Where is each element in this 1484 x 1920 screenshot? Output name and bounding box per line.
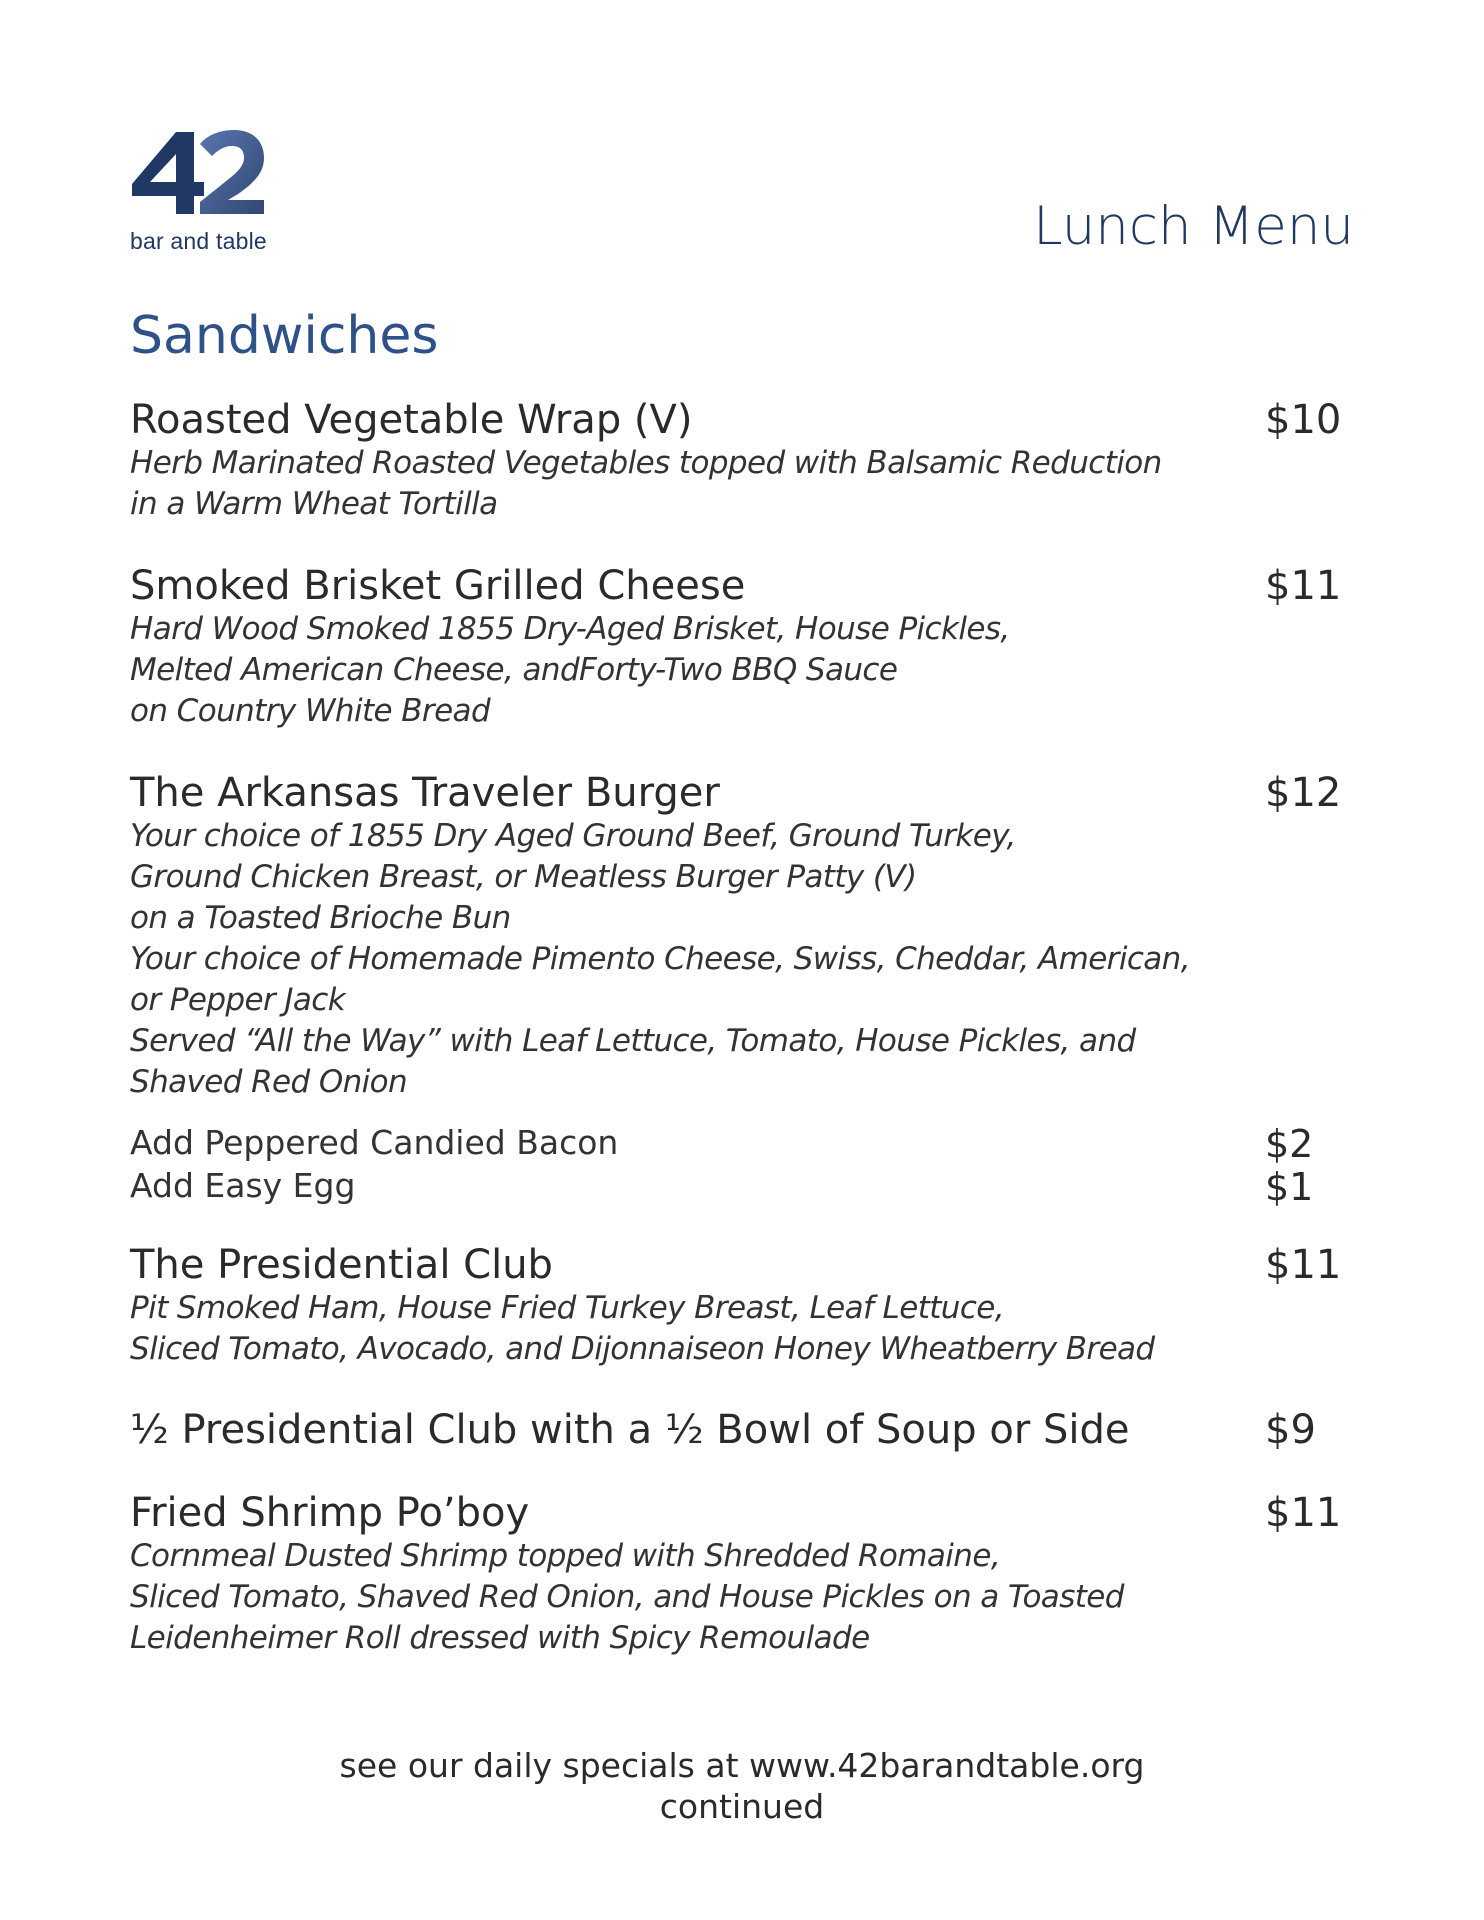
menu-item-name: Roasted Vegetable Wrap (V) <box>130 397 693 443</box>
footer-specials-link-text: see our daily specials at www.42barandtable.org <box>339 1746 1145 1785</box>
menu-item-name: ½ Presidential Club with a ½ Bowl of Soup or Side <box>130 1407 1130 1453</box>
addon-item <box>130 1164 1354 1208</box>
menu-item-name: The Arkansas Traveler Burger <box>130 770 720 816</box>
menu-item <box>130 1242 1354 1370</box>
addon-item <box>130 1121 1354 1165</box>
menu-item-description: Cornmeal Dusted Shrimp topped with Shredded Romaine, Sliced Tomato, Shaved Red Onion, and House Pickles on a Toasted Leidenheimer Roll dressed with Spicy Remoulade <box>130 1538 1124 1656</box>
section-title-sandwiches: Sandwiches <box>130 306 439 366</box>
restaurant-logo <box>130 130 280 255</box>
menu-item-price: $11 <box>1265 1490 1342 1536</box>
menu-item-name: The Presidential Club <box>130 1242 553 1288</box>
menu-item-description: Hard Wood Smoked 1855 Dry-Aged Brisket, House Pickles, Melted American Cheese, andForty-Two BBQ Sauce on Country White Bread <box>130 611 1010 729</box>
menu-item-price: $9 <box>1265 1407 1316 1453</box>
menu-item-description: Pit Smoked Ham, House Fried Turkey Breast, Leaf Lettuce, Sliced Tomato, Avocado, and Dijonnaiseon Honey Wheatberry Bread <box>130 1290 1155 1367</box>
menu-item <box>130 397 1354 525</box>
logo-subtitle: bar and table <box>130 228 267 254</box>
page-title: Lunch Menu <box>1033 196 1354 257</box>
menu-item-description: Your choice of 1855 Dry Aged Ground Beef, Ground Turkey, Ground Chicken Breast, or Meatless Burger Patty (V) on a Toasted Brioche Bun Your choice of Homemade Pimento Cheese, Swiss, Cheddar, American, or Pepper Jack Served “All the Way” with Leaf Lettuce, Tomato, House Pickles, and Shaved Red Onion <box>130 818 1190 1100</box>
menu-item <box>130 770 1354 1103</box>
footer-continued: continued <box>659 1787 825 1826</box>
menu-item-name: Smoked Brisket Grilled Cheese <box>130 563 746 609</box>
logo-42-mark <box>130 130 266 216</box>
menu-item-price: $11 <box>1265 1242 1342 1288</box>
menu-item-description: Herb Marinated Roasted Vegetables topped with Balsamic Reduction in a Warm Wheat Tortilla <box>130 445 1162 522</box>
addon-price: $1 <box>1265 1165 1314 1209</box>
menu-item-price: $11 <box>1265 563 1342 609</box>
menu-item <box>130 563 1354 732</box>
menu-item <box>130 1407 1354 1453</box>
menu-item <box>130 1490 1354 1659</box>
addon-price: $2 <box>1265 1122 1314 1166</box>
footer <box>0 1745 1484 1827</box>
menu-item-price: $10 <box>1265 397 1342 443</box>
addon-label: Add Easy Egg <box>130 1166 356 1205</box>
menu-item-name: Fried Shrimp Po’boy <box>130 1490 530 1536</box>
menu-item-price: $12 <box>1265 770 1342 816</box>
addon-label: Add Peppered Candied Bacon <box>130 1123 619 1162</box>
